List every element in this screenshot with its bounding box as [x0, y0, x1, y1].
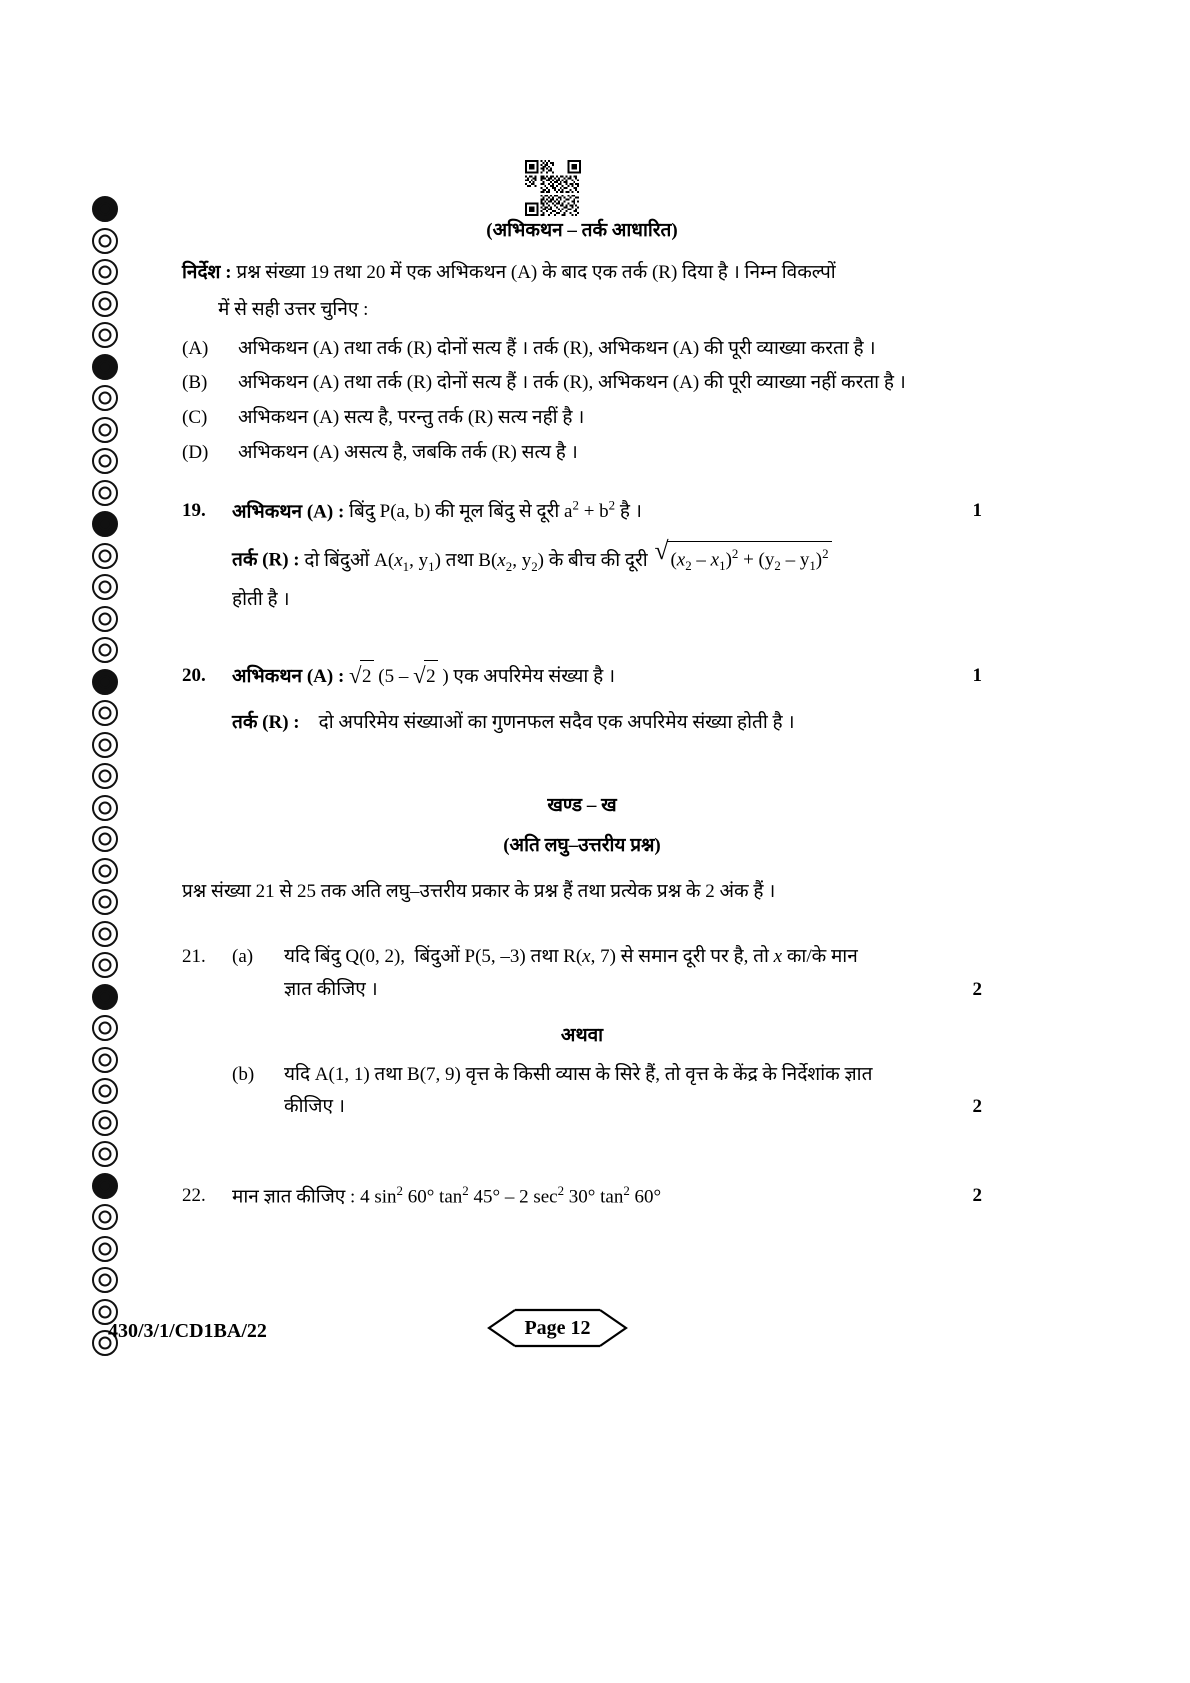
spiral-binding — [88, 196, 122, 1356]
question-19-number: 19. — [182, 499, 206, 521]
binding-ring — [92, 543, 118, 569]
spacer — [232, 974, 284, 1007]
question-22-text: मान ज्ञात कीजिए : 4 $\sin^2 60^\circ$ $\tan^2 45^\circ - 2$ $\sec^2 30^\circ$ $\tan^2 60^\circ$ — [232, 1182, 662, 1208]
part-b-text-cont: कीजिए । — [284, 1096, 345, 1118]
option-d-tag: (D) — [182, 441, 209, 463]
question-19 — [182, 495, 982, 617]
assertion-text-1: बिंदु P(a, b) की मूल बिंदु से दूरी $a^2 + b^2$ है । — [349, 497, 642, 522]
reason-label: तर्क (R) : — [232, 549, 300, 571]
question-21a-marks: 2 — [972, 978, 982, 1000]
question-21-part-b-cont — [182, 1091, 982, 1124]
binding-ring — [92, 228, 118, 254]
binding-ring — [92, 1173, 118, 1199]
paper-code: 430/3/1/CD1BA/22 — [108, 1320, 267, 1342]
binding-ring — [92, 1236, 118, 1262]
reason-label: तर्क (R) : — [232, 711, 300, 733]
binding-ring — [92, 1015, 118, 1041]
part-a-text: यदि बिंदु Q(0, 2), बिंदुओं P(5, –3) तथा R(x, 7) से समान दूरी पर है, तो x का/के मान — [284, 946, 858, 968]
section-b-heading: खण्ड – ख — [547, 794, 617, 816]
binding-ring — [92, 921, 118, 947]
assertion-label: अभिकथन (A) : — [232, 666, 345, 688]
question-19-marks: 1 — [972, 499, 982, 521]
instructions-text: प्रश्न संख्या 19 तथा 20 में एक अभिकथन (A) के बाद एक तर्क (R) दिया है । निम्न विकल्पों — [236, 262, 836, 283]
question-19-reason-tail: होती है । — [232, 588, 290, 610]
binding-ring — [92, 291, 118, 317]
option-d — [182, 438, 982, 469]
option-a — [182, 334, 982, 365]
page-content — [182, 150, 982, 1214]
binding-ring — [92, 322, 118, 348]
option-b-tag: (B) — [182, 372, 208, 394]
binding-ring — [92, 637, 118, 663]
spacer — [232, 1091, 284, 1124]
binding-ring — [92, 354, 118, 380]
binding-ring — [92, 858, 118, 884]
binding-ring — [92, 480, 118, 506]
binding-ring — [92, 196, 118, 222]
instructions-text-cont: में से सही उत्तर चुनिए : — [218, 298, 369, 320]
page-number-badge — [485, 1308, 630, 1348]
reason-text: दो बिंदुओं $A(x_1$, $y_1$) तथा $B(x_2$, $y_2$) के बीच की दूरी — [304, 549, 648, 574]
assertion-text: √ 2 (5 – √ 2 ) एक अपरिमेय संख्या है । — [349, 666, 615, 687]
binding-ring — [92, 952, 118, 978]
binding-ring — [92, 889, 118, 915]
question-21-number: 21. — [182, 946, 206, 968]
part-b-text: यदि A(1, 1) तथा B(7, 9) वृत्त के किसी व्यास के सिरे हैं, तो वृत्त के केंद्र के निर्देशांक ज्ञात — [284, 1063, 873, 1085]
question-20-reason — [232, 706, 942, 739]
binding-ring — [92, 511, 118, 537]
question-21b-marks: 2 — [972, 1096, 982, 1118]
option-a-text: अभिकथन (A) तथा तर्क (R) दोनों सत्य हैं । तर्क (R), अभिकथन (A) की पूरी व्याख्या करता है । — [238, 337, 876, 359]
part-a-tag: (a) — [232, 946, 254, 968]
binding-ring — [92, 669, 118, 695]
assertion-label: अभिकथन (A) : — [232, 500, 345, 522]
distance-formula: √ $(x_2 - x_1)^2 + (y_2 - y_1)^2$ — [654, 540, 831, 578]
option-d-text: अभिकथन (A) असत्य है, जबकि तर्क (R) सत्य है । — [238, 441, 578, 463]
binding-ring — [92, 1078, 118, 1104]
section-b-subheading: (अति लघु–उत्तरीय प्रश्न) — [503, 834, 661, 856]
question-20 — [182, 660, 982, 739]
part-b-tag: (b) — [232, 1063, 255, 1085]
question-21-part-a-cont — [182, 974, 982, 1007]
binding-ring — [92, 700, 118, 726]
binding-ring — [92, 574, 118, 600]
option-c-tag: (C) — [182, 407, 208, 429]
instructions-paragraph — [182, 258, 982, 289]
question-20-assertion — [232, 660, 942, 693]
option-a-tag: (A) — [182, 337, 209, 359]
option-c — [182, 403, 982, 434]
option-b-text: अभिकथन (A) तथा तर्क (R) दोनों सत्य हैं । तर्क (R), अभिकथन (A) की पूरी व्याख्या नहीं करता है । — [238, 372, 906, 394]
question-19-assertion — [232, 495, 942, 529]
question-21-part-a — [232, 941, 942, 974]
binding-ring — [92, 732, 118, 758]
binding-ring — [92, 259, 118, 285]
binding-ring — [92, 417, 118, 443]
question-20-marks: 1 — [972, 665, 982, 687]
binding-ring — [92, 1110, 118, 1136]
binding-ring — [92, 795, 118, 821]
option-c-text: अभिकथन (A) सत्य है, परन्तु तर्क (R) सत्य नहीं है । — [238, 407, 585, 429]
question-21 — [182, 941, 982, 974]
option-b — [182, 368, 982, 399]
binding-ring — [92, 606, 118, 632]
binding-ring — [92, 1267, 118, 1293]
section-title: (अभिकथन – तर्क आधारित) — [486, 220, 678, 241]
question-22-marks: 2 — [972, 1184, 982, 1206]
question-22 — [182, 1180, 982, 1214]
section-b-note: प्रश्न संख्या 21 से 25 तक अति लघु–उत्तरीय प्रकार के प्रश्न हैं तथा प्रत्येक प्रश्न के 2 अंक हैं । — [182, 880, 776, 902]
binding-ring — [92, 1141, 118, 1167]
binding-ring — [92, 763, 118, 789]
question-22-number: 22. — [182, 1184, 206, 1206]
part-a-text-cont: ज्ञात कीजिए । — [284, 978, 378, 1000]
question-21-part-b — [182, 1059, 982, 1092]
binding-ring — [92, 984, 118, 1010]
question-19-reason — [232, 540, 942, 578]
binding-ring — [92, 1047, 118, 1073]
instructions-lead: निर्देश : — [182, 262, 232, 283]
or-label: अथवा — [560, 1024, 604, 1046]
page-number-label: Page 12 — [524, 1316, 591, 1339]
reason-text: दो अपरिमेय संख्याओं का गुणनफल सदैव एक अपरिमेय संख्या होती है । — [318, 711, 795, 733]
binding-ring — [92, 1204, 118, 1230]
question-20-number: 20. — [182, 665, 206, 687]
binding-ring — [92, 826, 118, 852]
binding-ring — [92, 385, 118, 411]
binding-ring — [92, 448, 118, 474]
